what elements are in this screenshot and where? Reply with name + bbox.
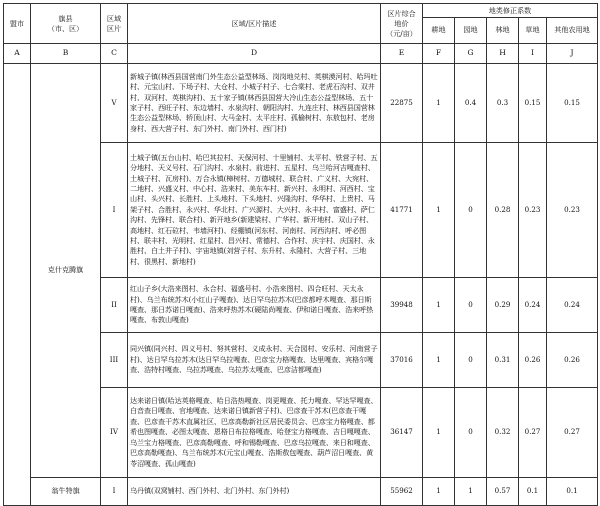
coef-iv-grass: 0.27	[519, 388, 547, 478]
header-county-line1: 旗县	[58, 13, 73, 23]
coef-v-other: 0.15	[547, 64, 598, 143]
zone-iv: IV	[101, 388, 128, 478]
desc-wengniute: 乌丹镇(双窝铺村、西门外村、北门外村、东门外村)	[128, 478, 381, 506]
coef-iii-farmland: 1	[423, 333, 455, 388]
coef-i-forest: 0.28	[487, 143, 519, 278]
price-iv: 36147	[381, 388, 423, 478]
header-col-farmland: 耕地	[423, 18, 455, 44]
land-price-table	[3, 3, 598, 506]
desc-ii: 红山子乡(大浩来图村、永合村、福盛号村、小浩来图村、四合旺村、天太永村)、乌兰布统苏木(小红山子嘎查)、达日罕乌拉苏木(巴彦都呼木嘎查、那日斯嘎查、那日苏诺日嘎查)、浩来呼热苏木(硬陆尚嘎查、伊和诺日嘎查、浩来呼热嘎查、布敦山嘎查)	[128, 278, 381, 333]
coef-wengniute-forest: 0.57	[487, 478, 519, 506]
coef-iv-garden: 0	[455, 388, 487, 478]
header-price	[381, 4, 423, 44]
price-i: 41771	[381, 143, 423, 278]
letter-h: H	[487, 44, 519, 64]
coef-ii-garden: 0	[455, 278, 487, 333]
price-iii: 37016	[381, 333, 423, 388]
header-zone-line1: 区域	[106, 13, 122, 23]
coef-iv-forest: 0.32	[487, 388, 519, 478]
zone-iii: III	[101, 333, 128, 388]
header-col-other: 其他农用地	[547, 18, 598, 44]
county-keshiketeng: 克什克腾旗	[31, 64, 101, 478]
coef-wengniute-farmland: 1	[423, 478, 455, 506]
header-zone	[101, 4, 128, 44]
zone-v: V	[101, 64, 128, 143]
header-price-line1: 区片综合	[387, 8, 416, 18]
header-zone-line2: 区片	[106, 23, 122, 33]
header-col-garden: 园地	[455, 18, 487, 44]
coef-i-other: 0.23	[547, 143, 598, 278]
coef-ii-forest: 0.29	[487, 278, 519, 333]
coef-v-garden: 0.4	[455, 64, 487, 143]
coef-ii-grass: 0.24	[519, 278, 547, 333]
zone-wengniute: I	[101, 478, 128, 506]
zone-ii: II	[101, 278, 128, 333]
letter-e: E	[381, 44, 423, 64]
coef-iv-farmland: 1	[423, 388, 455, 478]
price-ii: 39948	[381, 278, 423, 333]
header-price-line3: （元/亩）	[386, 28, 417, 38]
price-v: 22875	[381, 64, 423, 143]
header-coef-title: 地类修正系数	[423, 4, 598, 18]
header-desc: 区域/区片描述	[128, 4, 381, 44]
zone-i: I	[101, 143, 128, 278]
coef-v-farmland: 1	[423, 64, 455, 143]
coef-v-grass: 0.15	[519, 64, 547, 143]
letter-b: B	[31, 44, 101, 64]
header-col-grass: 草地	[519, 18, 547, 44]
coef-iii-forest: 0.31	[487, 333, 519, 388]
header-price-line2: 地价	[394, 18, 409, 28]
header-col-forest: 林地	[487, 18, 519, 44]
coef-wengniute-grass: 0.1	[519, 478, 547, 506]
coef-wengniute-other: 0.1	[547, 478, 598, 506]
desc-iii: 同兴镇(同兴村、四义号村、努其营村、义成永村、天合园村、安乐村、河南营子村)、达日罕乌拉苏木(达日罕乌拉嘎查、巴彦宝力格嘎查、达里嘎查、宾格尔嘎查、浩特村嘎查、乌拉苏嘎查、乌拉苏太嘎查、巴彦洁都嘎查)	[128, 333, 381, 388]
price-wengniute: 55962	[381, 478, 423, 506]
coef-iii-grass: 0.26	[519, 333, 547, 388]
league-cell	[4, 64, 31, 506]
letter-f: F	[423, 44, 455, 64]
letter-i: I	[519, 44, 547, 64]
coef-wengniute-garden: 1	[455, 478, 487, 506]
county-wengniute: 翁牛特旗	[31, 478, 101, 506]
coef-i-garden: 0	[455, 143, 487, 278]
coef-ii-other: 0.24	[547, 278, 598, 333]
letter-d: D	[128, 44, 381, 64]
desc-v: 新城子镇(林西县国营南门外生态公益型林场、岗岗地兑村、英棋漠河村、哈玛吐村、元宝山村、下场子村、大仓村、小城子村子、七合棠村、老虎石沟村、双井村、双河村、英棋沟村)、五十家子镇(林西县国营大冷山生态公益型林场、五十家子村、西旺子村、东边墙村、水泉沟村、朝阳沟村、九连庄村、林西县国营林生态公益型林场、轿顶山村、大马金村、太平庄村、孤榆树村、东敖包村、老房身村、西大营子村、东门外村、南门外村、西门村)	[128, 64, 381, 143]
coef-v-forest: 0.3	[487, 64, 519, 143]
coef-i-farmland: 1	[423, 143, 455, 278]
header-league: 盟市	[4, 4, 31, 44]
coef-i-grass: 0.23	[519, 143, 547, 278]
header-county	[31, 4, 101, 44]
coef-ii-farmland: 1	[423, 278, 455, 333]
header-county-line2: （市、区）	[47, 23, 84, 33]
coef-iii-garden: 0	[455, 333, 487, 388]
letter-g: G	[455, 44, 487, 64]
letter-a: A	[4, 44, 31, 64]
coef-iii-other: 0.26	[547, 333, 598, 388]
letter-c: C	[101, 44, 128, 64]
letter-j: J	[547, 44, 598, 64]
desc-iv: 达来诺日镇(哈达英格嘎查、哈日浩热嘎查、岗更嘎查、托力嘎查、罕达罕嘎查、白音查日嘎查、官地嘎查、达来诺日镇新营子村)、巴彦查干苏木(巴彦查干嘎查、巴彦查干苏木直属社区、巴彦高勒新社区居民委员会、巴彦宝力格嘎查、都希也图嘎查、必图太嘎查、恩格日布拉格嘎查、哈登宝力格嘎查、吉日嘎嘎查、乌兰宝力格嘎查、巴彦高勒嘎查、呼和锡勒嘎查、巴彦乌拉嘎查、来日和嘎查、巴彦高勒嘎查)、乌兰布统苏木(元宝山嘎查、浩斯敖包嘎查、葫芦沼日嘎查、黄苓沼嘎查、孤山嘎查)	[128, 388, 381, 478]
coef-iv-other: 0.27	[547, 388, 598, 478]
desc-i: 土城子镇(五台山村、哈巴其拉村、天保河村、十里铺村、太平村、铁营子村、五分地村、天义号村、石门沟村、水泉村、前进村、五星村、乌兰哈河吉嘎查村、土城子村、瓦房村)、万合永镇(樟树村、万德城村、联合村、广义村、大宛村、二地村、兴盛义村、中心村、浩来村、美东车村、新兴村、永明村、河西村、宝山村、头兴村、长胜村、上头地村、下头地村、兴隆沟村、华华村、上贵村、马架子村、合胜村、永兴村、华北村、广兴源村、大兴村、永丰村、富盛村、萨仁沟村、先锋村、联合村)、新开地乡(新建梁村、广华村、新开地村、双山子村、高地村、红石砬村、韦墙河村)、经棚镇(河东村、河南村、河西沟村、呼必图村、联丰村、光明村、红星村、昌兴村、常德村、合作村、庆宇村、庆国村、永胜村、白土井子村)、宇宙地镇(刘营子村、东升村、永隆村、大营子村、三地村、很黑村、新地村)	[128, 143, 381, 278]
